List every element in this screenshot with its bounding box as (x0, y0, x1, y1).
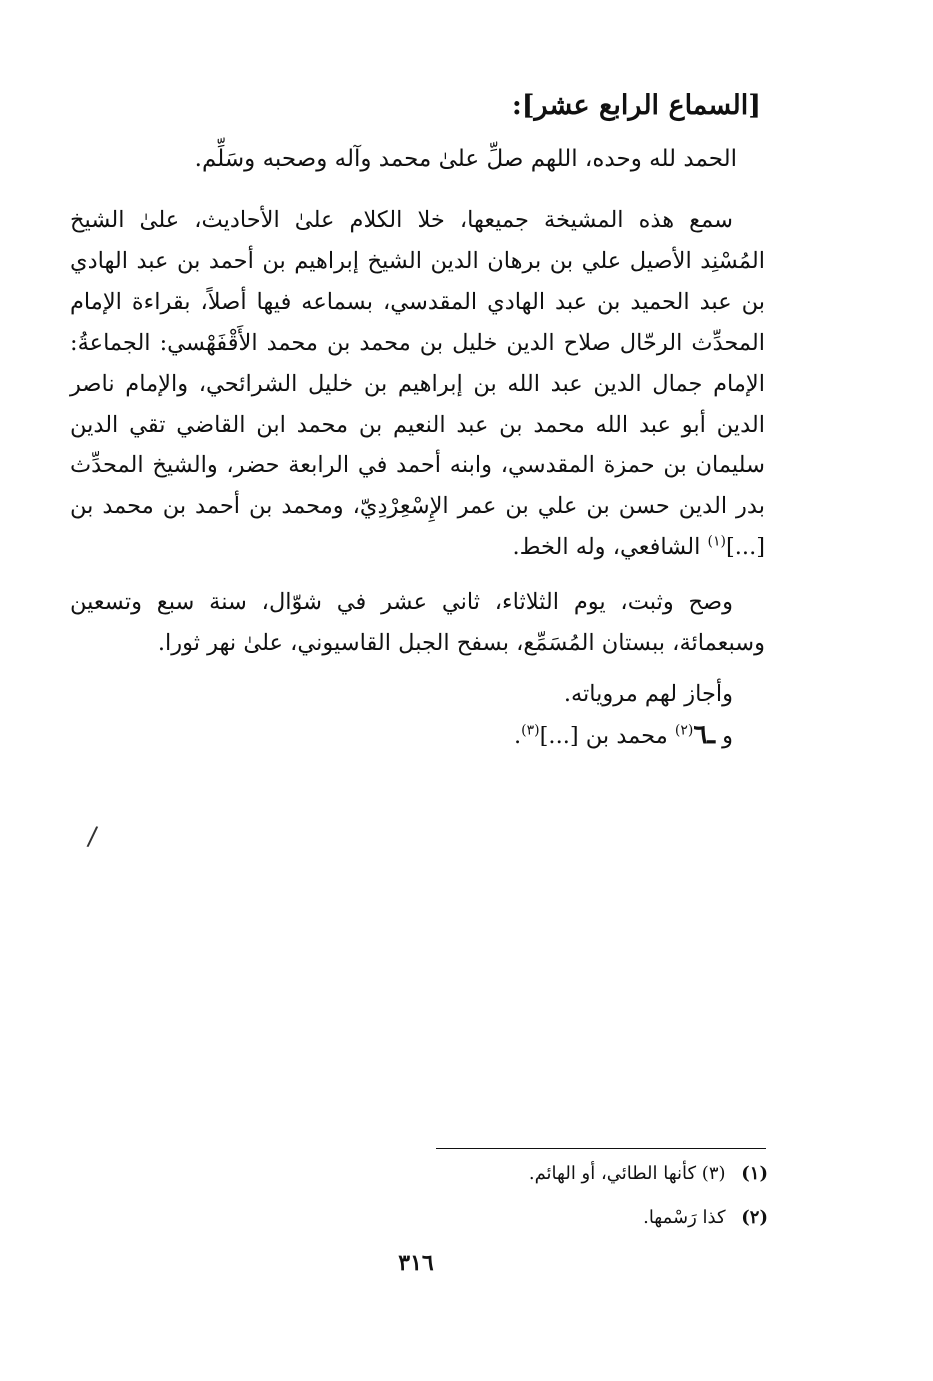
stray-pen-mark: / (85, 821, 99, 853)
illegible-squiggle: ـ٦ (693, 719, 715, 750)
footnote-text: (٣) كأنها الطائي، أو الهائم. (528, 1163, 726, 1184)
invocation-line: الحمد لله وحده، اللهم صلِّ علىٰ محمد وآله وصحبه وسَلِّم. (194, 146, 737, 172)
main-text (70, 200, 765, 757)
paragraph-text-end: الشافعي، وله الخط. (512, 534, 701, 561)
section-heading: [السماع الرابع عشر]: (511, 90, 761, 121)
signature-name: محمد بن [...] (539, 722, 668, 749)
footnote-2 (268, 1207, 768, 1228)
paragraph-date-place: وصح وثبت، يوم الثلاثاء، ثاني عشر في شوّال، سنة سبع وتسعين وسبعمائة، ببستان المُسَمِّع، بسفح الجبل القاسيوني، علىٰ نهر ثورا. (70, 589, 765, 657)
page-number: ٣١٦ (398, 1250, 434, 1276)
signature-line (70, 715, 765, 757)
footnote-ref: (٣) (521, 722, 540, 739)
footnote-rule (436, 1148, 766, 1149)
footnote-ref: (٢) (674, 722, 694, 739)
paragraph-text: سمع هذه المشيخة جميعها، خلا الكلام علىٰ الأحاديث، علىٰ الشيخ المُسْنِد الأصيل علي بن برهان الدين الشيخ إبراهيم بن أحمد بن عبد الهادي بن عبد الحميد بن عبد الهادي المقدسي، بسماعه فيها أصلاً، بقراءة الإمام المحدِّث الرحّال صلاح الدين خليل بن محمد بن محمد الأَقْفَهْسي: الجماعةُ: الإمام جمال الدين عبد الله بن إبراهيم بن خليل الشرائحي، والإمام ناصر الدين أبو عبد الله محمد بن عبد النعيم بن محمد ابن القاضي تقي الدين سليمان بن حمزة المقدسي، وابنه أحمد في الرابعة حضر، والشيخ المحدِّث بدر الدين حسن بن علي بن عمر الإِسْعِرْدِيّ، ومحمد بن أحمد بن محمد بن [...] (70, 207, 766, 561)
paragraph-audition-record (70, 200, 765, 568)
footnote-number: (١) (741, 1163, 768, 1184)
signature-prefix: و (722, 722, 733, 749)
signature-end: . (514, 722, 522, 749)
footnote-text: كذا رَسْمها. (643, 1207, 726, 1228)
footnote-ref: (١) (707, 533, 726, 550)
footnote-number: (٢) (741, 1207, 768, 1228)
footnote-1 (268, 1163, 768, 1184)
paragraph-permission: وأجاز لهم مروياته. (563, 680, 733, 707)
